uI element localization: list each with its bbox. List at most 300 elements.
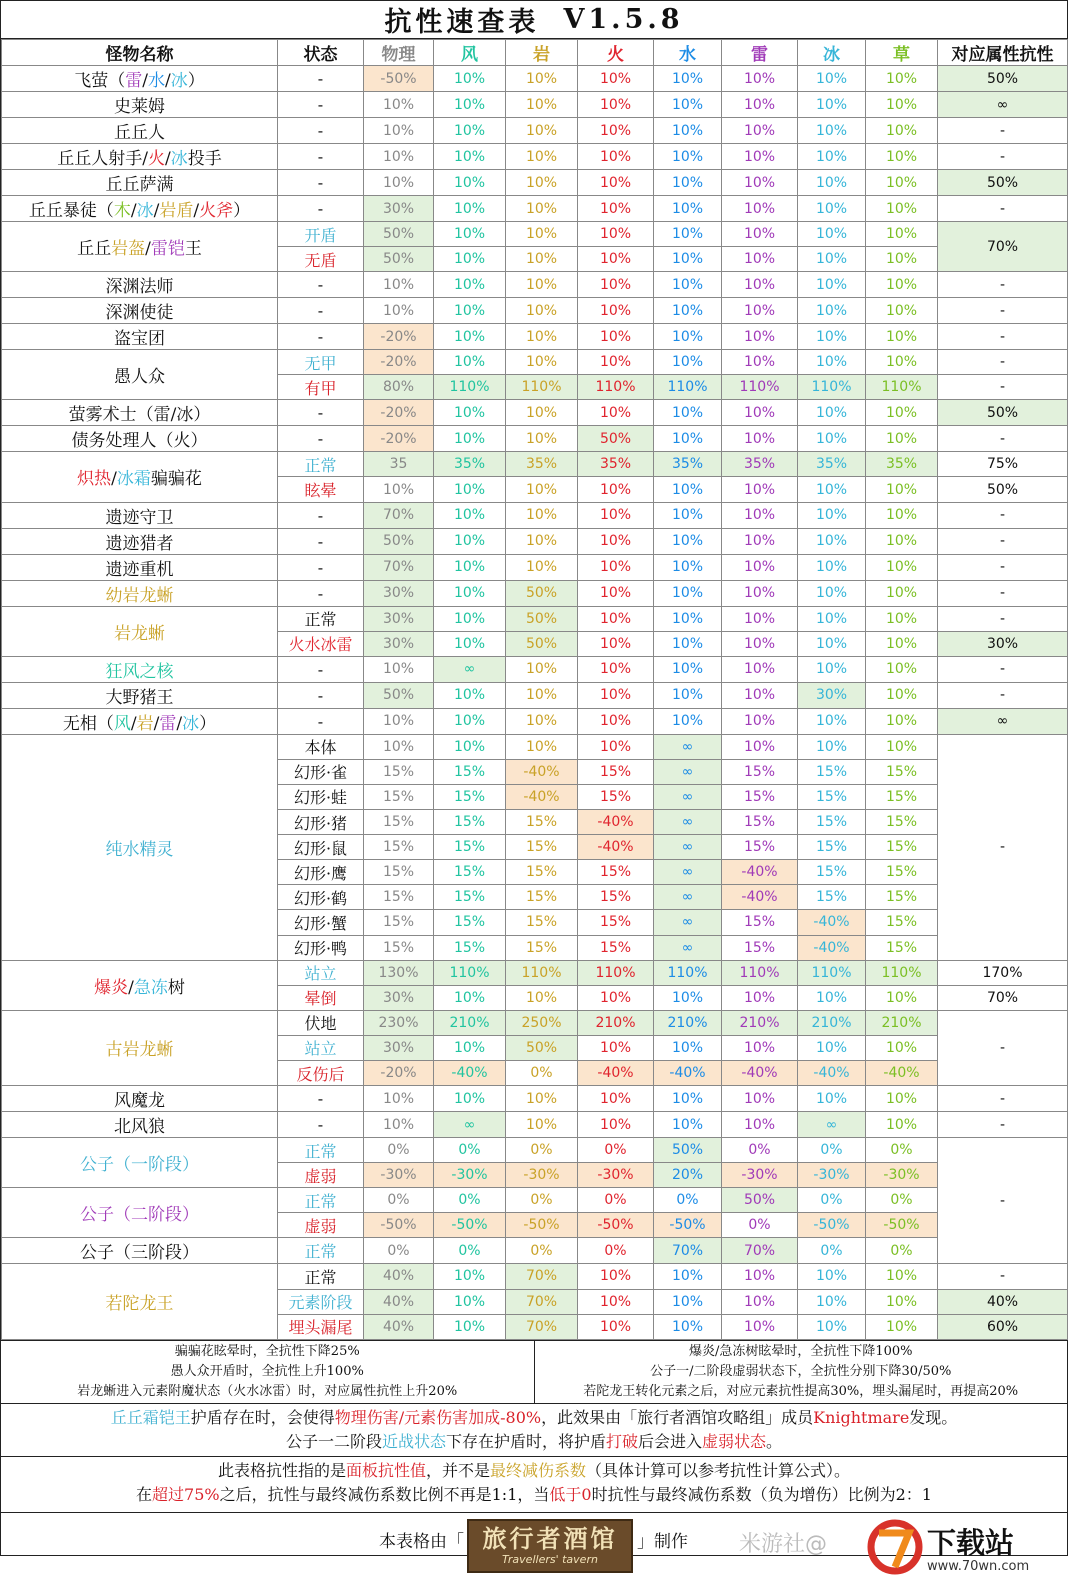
status-label: - bbox=[317, 121, 324, 140]
name-part: 岩 bbox=[136, 713, 154, 734]
name-part: 雷 bbox=[125, 71, 143, 91]
resist-pyro: 10% bbox=[578, 118, 654, 144]
resist-geo: 10% bbox=[506, 66, 578, 92]
status-cell bbox=[278, 1035, 364, 1060]
monster-name bbox=[2, 580, 278, 606]
resist-hydro: 10% bbox=[654, 656, 722, 682]
resist-electro: 15% bbox=[722, 835, 798, 860]
resist-electro: 70% bbox=[722, 1238, 798, 1264]
resist-dendro: 10% bbox=[866, 1112, 938, 1138]
resist-anemo: 10% bbox=[434, 1035, 506, 1060]
resist-pyro: -40% bbox=[578, 810, 654, 835]
resist-electro: 15% bbox=[722, 784, 798, 809]
name-part: 丘丘暴徒（ bbox=[28, 201, 114, 221]
name-part: 无相（ bbox=[62, 713, 114, 734]
resist-geo: 15% bbox=[506, 910, 578, 935]
monster-name bbox=[2, 324, 278, 350]
resist-geo: 15% bbox=[506, 860, 578, 885]
name-part: 木 bbox=[113, 201, 131, 221]
monster-name bbox=[2, 66, 278, 92]
resist-dendro: 10% bbox=[866, 580, 938, 606]
status-cell bbox=[278, 1010, 364, 1035]
resist-phys: 70% bbox=[364, 502, 434, 528]
resist-cryo: 10% bbox=[798, 1289, 866, 1314]
resist-phys: 70% bbox=[364, 554, 434, 580]
resist-dendro: 10% bbox=[866, 734, 938, 759]
resist-dendro: 10% bbox=[866, 272, 938, 298]
status-label: - bbox=[317, 327, 324, 347]
resist-phys: 0% bbox=[364, 1188, 434, 1213]
resist-electro: 10% bbox=[722, 426, 798, 452]
resist-dendro: 10% bbox=[866, 92, 938, 118]
resist-phys: -30% bbox=[364, 1163, 434, 1188]
resist-phys: 30% bbox=[364, 985, 434, 1010]
resist-dendro: 10% bbox=[866, 350, 938, 375]
resist-geo: 10% bbox=[506, 247, 578, 272]
resist-electro: 10% bbox=[722, 528, 798, 554]
resist-anemo: 10% bbox=[434, 118, 506, 144]
resist-geo: 250% bbox=[506, 1010, 578, 1035]
table-row bbox=[2, 426, 1068, 452]
resist-phys: 230% bbox=[364, 1010, 434, 1035]
resist-electro: -30% bbox=[722, 1163, 798, 1188]
resist-electro: 10% bbox=[722, 92, 798, 118]
status-label: 无盾 bbox=[304, 250, 337, 270]
resist-anemo: 10% bbox=[434, 92, 506, 118]
resist-cryo: 10% bbox=[798, 170, 866, 196]
status-label: 开盾 bbox=[304, 225, 337, 245]
resist-geo: 10% bbox=[506, 985, 578, 1010]
resist-electro: 10% bbox=[722, 222, 798, 247]
status-cell bbox=[278, 1264, 364, 1289]
resist-dendro: 10% bbox=[866, 656, 938, 682]
name-part: / bbox=[153, 201, 160, 221]
resist-hydro: 10% bbox=[654, 682, 722, 708]
name-part: ） bbox=[187, 71, 205, 91]
resist-dendro: -30% bbox=[866, 1163, 938, 1188]
resist-phys: 10% bbox=[364, 170, 434, 196]
info-part: 时抗性与最终减伤系数（负为增伤）比例为2：1 bbox=[591, 1484, 932, 1504]
resist-pyro: 110% bbox=[578, 375, 654, 400]
resist-geo: 10% bbox=[506, 222, 578, 247]
note-line: 爆炎/急冻树眩晕时，全抗性下降100% bbox=[688, 1343, 913, 1359]
table-row bbox=[2, 606, 1068, 631]
status-label: 正常 bbox=[304, 1242, 337, 1262]
resist-electro: 10% bbox=[722, 1314, 798, 1339]
resist-pyro: 10% bbox=[578, 144, 654, 170]
resist-anemo: 15% bbox=[434, 935, 506, 960]
resist-hydro: ∞ bbox=[654, 935, 722, 960]
name-part: 丘丘萨满 bbox=[105, 175, 174, 195]
status-label: 幻形·猪 bbox=[293, 813, 348, 833]
resist-pyro: 10% bbox=[578, 400, 654, 426]
resist-pyro: 10% bbox=[578, 656, 654, 682]
resist-geo: 10% bbox=[506, 400, 578, 426]
matching-resist: - bbox=[938, 1010, 1068, 1085]
resist-geo: 50% bbox=[506, 606, 578, 631]
resist-hydro: ∞ bbox=[654, 835, 722, 860]
resist-electro: 15% bbox=[722, 935, 798, 960]
resist-cryo: 15% bbox=[798, 885, 866, 910]
resist-dendro: 10% bbox=[866, 985, 938, 1010]
resist-dendro: 10% bbox=[866, 324, 938, 350]
resist-anemo: 10% bbox=[434, 170, 506, 196]
table-row bbox=[2, 580, 1068, 606]
resist-pyro: 10% bbox=[578, 222, 654, 247]
header-cell: 水 bbox=[654, 40, 722, 66]
resist-anemo: 10% bbox=[434, 144, 506, 170]
page-title bbox=[1, 1, 1067, 39]
resist-hydro: 210% bbox=[654, 1010, 722, 1035]
name-part: 雷 bbox=[159, 713, 177, 734]
name-part: / bbox=[165, 71, 171, 91]
resist-dendro: 10% bbox=[866, 528, 938, 554]
name-part: 萤雾术士（雷/冰） bbox=[68, 405, 211, 426]
resist-pyro: 10% bbox=[578, 196, 654, 222]
monster-name bbox=[2, 452, 278, 502]
resist-hydro: 10% bbox=[654, 631, 722, 656]
status-cell bbox=[278, 1188, 364, 1213]
site-logo-icon bbox=[865, 1515, 925, 1577]
resist-electro: 10% bbox=[722, 1086, 798, 1112]
resist-pyro: 10% bbox=[578, 734, 654, 759]
resist-anemo: 10% bbox=[434, 734, 506, 759]
resist-electro: 10% bbox=[722, 247, 798, 272]
resist-cryo: 10% bbox=[798, 528, 866, 554]
resist-phys: 30% bbox=[364, 1035, 434, 1060]
matching-resist: 70% bbox=[938, 985, 1068, 1010]
resist-dendro: 10% bbox=[866, 477, 938, 502]
resist-dendro: 10% bbox=[866, 708, 938, 734]
info-part: 此表格抗性指的是 bbox=[217, 1460, 346, 1480]
matching-resist: - bbox=[938, 528, 1068, 554]
status-cell bbox=[278, 1289, 364, 1314]
info-part: ，此效果由「旅行者酒馆攻略组」成员 bbox=[541, 1407, 814, 1427]
resist-pyro: 15% bbox=[578, 860, 654, 885]
resist-cryo: 10% bbox=[798, 324, 866, 350]
resist-hydro: 10% bbox=[654, 66, 722, 92]
resist-hydro: 10% bbox=[654, 92, 722, 118]
name-part: 遗迹重机 bbox=[105, 559, 174, 580]
note-line: 愚人众开盾时，全抗性上升100% bbox=[170, 1363, 364, 1379]
status-label: 幻形·雀 bbox=[293, 763, 348, 783]
resist-cryo: 0% bbox=[798, 1188, 866, 1213]
resist-pyro: 10% bbox=[578, 1264, 654, 1289]
resist-electro: 0% bbox=[722, 1213, 798, 1238]
resist-geo: 10% bbox=[506, 1086, 578, 1112]
info-line bbox=[1, 1459, 1067, 1483]
resist-hydro: 10% bbox=[654, 247, 722, 272]
status-cell bbox=[278, 985, 364, 1010]
monster-name bbox=[2, 682, 278, 708]
status-label: - bbox=[317, 583, 324, 603]
name-part: 深渊法师 bbox=[105, 277, 174, 298]
info-part: 打破 bbox=[605, 1431, 638, 1451]
resist-pyro: 10% bbox=[578, 66, 654, 92]
resist-pyro: 0% bbox=[578, 1188, 654, 1213]
resist-geo: 0% bbox=[506, 1060, 578, 1085]
resist-hydro: 10% bbox=[654, 606, 722, 631]
status-cell bbox=[278, 375, 364, 400]
status-label: 幻形·鹤 bbox=[293, 888, 348, 908]
resist-hydro: 10% bbox=[654, 580, 722, 606]
resist-cryo: 10% bbox=[798, 656, 866, 682]
resist-cryo: 10% bbox=[798, 400, 866, 426]
resist-anemo: 10% bbox=[434, 528, 506, 554]
resist-anemo: 10% bbox=[434, 554, 506, 580]
resist-dendro: 10% bbox=[866, 426, 938, 452]
matching-resist: - bbox=[938, 1264, 1068, 1289]
status-label: 埋头漏尾 bbox=[288, 1318, 353, 1338]
status-cell bbox=[278, 631, 364, 656]
info-definition bbox=[1, 1457, 1067, 1513]
resist-phys: 10% bbox=[364, 272, 434, 298]
matching-resist: - bbox=[938, 350, 1068, 375]
title-version: V1.5.8 bbox=[563, 4, 684, 35]
matching-resist: - bbox=[938, 656, 1068, 682]
matching-resist: - bbox=[938, 580, 1068, 606]
status-cell bbox=[278, 1138, 364, 1163]
resist-electro: 110% bbox=[722, 375, 798, 400]
resist-electro: 50% bbox=[722, 1188, 798, 1213]
resist-pyro: 15% bbox=[578, 784, 654, 809]
status-label: - bbox=[317, 403, 324, 423]
info-part: 之后，抗性与最终减伤系数比例不再是1:1，当 bbox=[219, 1484, 550, 1504]
name-part: / bbox=[176, 713, 183, 734]
table-row bbox=[2, 1086, 1068, 1112]
resist-cryo: 10% bbox=[798, 426, 866, 452]
name-part: 北风狼 bbox=[114, 1117, 165, 1138]
status-label: - bbox=[317, 301, 324, 321]
resist-phys: 0% bbox=[364, 1138, 434, 1163]
resist-geo: -40% bbox=[506, 784, 578, 809]
resist-hydro: ∞ bbox=[654, 784, 722, 809]
resist-cryo: 10% bbox=[798, 1314, 866, 1339]
resist-hydro: 50% bbox=[654, 1138, 722, 1163]
resist-pyro: -50% bbox=[578, 1213, 654, 1238]
resist-anemo: 10% bbox=[434, 1314, 506, 1339]
name-part: 冰 bbox=[170, 71, 188, 91]
status-cell bbox=[278, 272, 364, 298]
name-part: 岩盾 bbox=[159, 201, 194, 221]
resist-geo: 10% bbox=[506, 196, 578, 222]
resist-dendro: 0% bbox=[866, 1138, 938, 1163]
matching-resist: 30% bbox=[938, 631, 1068, 656]
resist-geo: 70% bbox=[506, 1314, 578, 1339]
resist-hydro: 10% bbox=[654, 324, 722, 350]
resist-phys: 15% bbox=[364, 885, 434, 910]
resist-hydro: 110% bbox=[654, 375, 722, 400]
resist-geo: 10% bbox=[506, 324, 578, 350]
resist-phys: 40% bbox=[364, 1314, 434, 1339]
resist-anemo: 35% bbox=[434, 452, 506, 477]
matching-resist: - bbox=[938, 734, 1068, 960]
resist-geo: 70% bbox=[506, 1289, 578, 1314]
resist-phys: 15% bbox=[364, 910, 434, 935]
resist-dendro: 10% bbox=[866, 554, 938, 580]
status-label: - bbox=[317, 531, 324, 551]
status-label: 反伤后 bbox=[296, 1064, 345, 1084]
resist-dendro: 35% bbox=[866, 452, 938, 477]
monster-name bbox=[2, 708, 278, 734]
resist-electro: 10% bbox=[722, 554, 798, 580]
resist-anemo: 110% bbox=[434, 375, 506, 400]
resist-geo: 10% bbox=[506, 502, 578, 528]
status-cell bbox=[278, 196, 364, 222]
monster-name bbox=[2, 554, 278, 580]
resist-hydro: 10% bbox=[654, 554, 722, 580]
resist-anemo: 10% bbox=[434, 985, 506, 1010]
resist-phys: 15% bbox=[364, 810, 434, 835]
header-cell: 状态 bbox=[278, 40, 364, 66]
matching-resist: 40% bbox=[938, 1289, 1068, 1314]
monster-name bbox=[2, 606, 278, 656]
resist-hydro: -40% bbox=[654, 1060, 722, 1085]
resist-electro: 110% bbox=[722, 960, 798, 985]
footer-suffix: 」制作 bbox=[637, 1531, 688, 1552]
status-label: 眩晕 bbox=[304, 481, 337, 501]
resist-anemo: 110% bbox=[434, 960, 506, 985]
status-label: - bbox=[317, 69, 324, 88]
monster-name bbox=[2, 400, 278, 426]
resist-hydro: ∞ bbox=[654, 734, 722, 759]
matching-resist: - bbox=[938, 502, 1068, 528]
resist-hydro: ∞ bbox=[654, 910, 722, 935]
resist-anemo: 10% bbox=[434, 1289, 506, 1314]
resist-dendro: 10% bbox=[866, 502, 938, 528]
matching-resist: ∞ bbox=[938, 92, 1068, 118]
resist-pyro: 10% bbox=[578, 92, 654, 118]
resist-pyro: -30% bbox=[578, 1163, 654, 1188]
resist-hydro: 10% bbox=[654, 272, 722, 298]
status-label: - bbox=[317, 557, 324, 577]
resist-dendro: 10% bbox=[866, 682, 938, 708]
name-part: 岩龙蜥 bbox=[114, 623, 165, 644]
name-part: 丘丘 bbox=[77, 239, 112, 260]
resist-pyro: 10% bbox=[578, 528, 654, 554]
resist-cryo: 30% bbox=[798, 682, 866, 708]
resist-geo: 0% bbox=[506, 1138, 578, 1163]
matching-resist: - bbox=[938, 554, 1068, 580]
resist-hydro: 35% bbox=[654, 452, 722, 477]
status-cell bbox=[278, 452, 364, 477]
resist-cryo: 15% bbox=[798, 810, 866, 835]
resist-dendro: 0% bbox=[866, 1188, 938, 1213]
resist-dendro: -50% bbox=[866, 1213, 938, 1238]
resist-hydro: 10% bbox=[654, 350, 722, 375]
resist-pyro: 110% bbox=[578, 960, 654, 985]
monster-name bbox=[2, 734, 278, 960]
status-label: - bbox=[317, 95, 324, 114]
resist-geo: 15% bbox=[506, 935, 578, 960]
resist-anemo: 10% bbox=[434, 606, 506, 631]
resist-electro: 0% bbox=[722, 1138, 798, 1163]
resist-anemo: 0% bbox=[434, 1238, 506, 1264]
resist-cryo: 10% bbox=[798, 196, 866, 222]
resist-pyro: 10% bbox=[578, 170, 654, 196]
header-cell: 草 bbox=[866, 40, 938, 66]
resist-phys: 10% bbox=[364, 144, 434, 170]
watermark-70wn bbox=[865, 1515, 1065, 1577]
resist-geo: 10% bbox=[506, 708, 578, 734]
resist-pyro: 10% bbox=[578, 477, 654, 502]
resist-phys: 130% bbox=[364, 960, 434, 985]
resist-anemo: 0% bbox=[434, 1188, 506, 1213]
table-row bbox=[2, 1112, 1068, 1138]
resist-electro: 10% bbox=[722, 631, 798, 656]
resist-phys: 15% bbox=[364, 835, 434, 860]
name-part: 投手 bbox=[187, 149, 222, 169]
resist-pyro: 10% bbox=[578, 1314, 654, 1339]
resist-hydro: 10% bbox=[654, 118, 722, 144]
status-cell bbox=[278, 1238, 364, 1264]
resist-hydro: 10% bbox=[654, 708, 722, 734]
resist-pyro: 210% bbox=[578, 1010, 654, 1035]
resist-cryo: 210% bbox=[798, 1010, 866, 1035]
resist-geo: 0% bbox=[506, 1238, 578, 1264]
name-part: 狂风之核 bbox=[105, 661, 174, 682]
info-part: 近战状态 bbox=[381, 1431, 446, 1451]
resist-dendro: 10% bbox=[866, 400, 938, 426]
resist-phys: 50% bbox=[364, 682, 434, 708]
table-row bbox=[2, 144, 1068, 170]
name-part: 古岩龙蜥 bbox=[105, 1040, 174, 1061]
resist-dendro: 10% bbox=[866, 170, 938, 196]
name-part: / bbox=[153, 713, 160, 734]
resist-pyro: 10% bbox=[578, 1086, 654, 1112]
name-part: ） bbox=[199, 713, 217, 734]
resist-cryo: ∞ bbox=[798, 1112, 866, 1138]
resist-phys: 80% bbox=[364, 375, 434, 400]
name-part: 爆炎 bbox=[94, 977, 129, 998]
resist-electro: 10% bbox=[722, 170, 798, 196]
name-part: 岩盔 bbox=[111, 239, 146, 260]
status-cell bbox=[278, 400, 364, 426]
resist-phys: 50% bbox=[364, 528, 434, 554]
resist-cryo: 10% bbox=[798, 554, 866, 580]
resist-phys: -20% bbox=[364, 400, 434, 426]
resist-dendro: 15% bbox=[866, 935, 938, 960]
table-row bbox=[2, 656, 1068, 682]
resist-cryo: 110% bbox=[798, 375, 866, 400]
resist-phys: 30% bbox=[364, 631, 434, 656]
status-cell bbox=[278, 960, 364, 985]
resist-geo: 0% bbox=[506, 1188, 578, 1213]
resist-dendro: 10% bbox=[866, 144, 938, 170]
resist-cryo: 35% bbox=[798, 452, 866, 477]
name-part: 急冻 bbox=[133, 977, 168, 998]
status-label: 伏地 bbox=[304, 1014, 337, 1034]
resist-dendro: 10% bbox=[866, 247, 938, 272]
matching-resist: ∞ bbox=[938, 708, 1068, 734]
table-row bbox=[2, 118, 1068, 144]
resist-dendro: 15% bbox=[866, 784, 938, 809]
resist-geo: 10% bbox=[506, 426, 578, 452]
resist-dendro: 10% bbox=[866, 1289, 938, 1314]
name-part: 大野猪王 bbox=[105, 687, 174, 708]
info-part: 公子一二阶段 bbox=[285, 1431, 382, 1451]
status-cell bbox=[278, 835, 364, 860]
resist-phys: -20% bbox=[364, 324, 434, 350]
resist-hydro: -50% bbox=[654, 1213, 722, 1238]
resist-anemo: 10% bbox=[434, 272, 506, 298]
resist-electro: 10% bbox=[722, 580, 798, 606]
resist-pyro: 10% bbox=[578, 606, 654, 631]
monster-name bbox=[2, 1112, 278, 1138]
matching-resist: - bbox=[938, 324, 1068, 350]
resist-geo: 15% bbox=[506, 885, 578, 910]
resist-phys: 10% bbox=[364, 656, 434, 682]
